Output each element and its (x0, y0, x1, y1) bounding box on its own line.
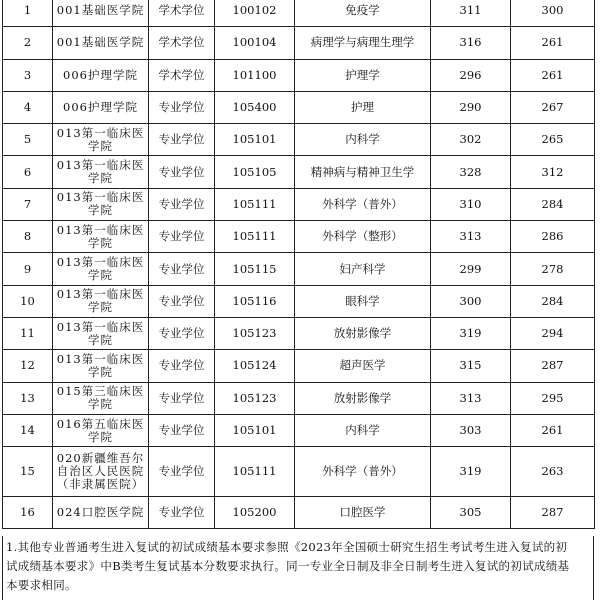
total-score-cell: 313 (431, 221, 511, 253)
table-row (3, 447, 595, 497)
major-code-cell: 105123 (215, 382, 295, 414)
major-name-cell: 病理学与病理生理学 (295, 27, 431, 59)
major-code-cell: 105101 (215, 124, 295, 156)
single-subject-cell: 261 (511, 414, 595, 446)
total-score-cell: 315 (431, 350, 511, 382)
table-row (3, 253, 595, 285)
major-name-cell: 内科学 (295, 124, 431, 156)
total-score-cell: 311 (431, 0, 511, 27)
major-code-cell: 105400 (215, 91, 295, 123)
single-subject-cell: 295 (511, 382, 595, 414)
major-code-cell: 105200 (215, 497, 295, 529)
row-number-cell: 15 (3, 447, 53, 497)
row-number-cell: 10 (3, 285, 53, 317)
school-cell: 013第一临床医学院 (53, 188, 149, 220)
single-subject-cell: 286 (511, 221, 595, 253)
school-cell: 013第一临床医学院 (53, 124, 149, 156)
degree-type-cell: 专业学位 (149, 497, 215, 529)
total-score-cell: 296 (431, 59, 511, 91)
row-number-cell: 12 (3, 350, 53, 382)
school-cell: 001基础医学院 (53, 27, 149, 59)
degree-type-cell: 专业学位 (149, 447, 215, 497)
single-subject-cell: 267 (511, 91, 595, 123)
row-number-cell: 1 (3, 0, 53, 27)
degree-type-cell: 专业学位 (149, 350, 215, 382)
school-cell: 013第一临床医学院 (53, 221, 149, 253)
score-table (2, 0, 595, 529)
degree-type-cell: 专业学位 (149, 188, 215, 220)
total-score-cell: 319 (431, 447, 511, 497)
row-number-cell: 2 (3, 27, 53, 59)
major-code-cell: 105123 (215, 317, 295, 349)
major-name-cell: 精神病与精神卫生学 (295, 156, 431, 188)
school-cell: 020新疆维吾尔自治区人民医院（非隶属医院） (53, 447, 149, 497)
single-subject-cell: 284 (511, 285, 595, 317)
table-row (3, 27, 595, 59)
major-code-cell: 105116 (215, 285, 295, 317)
major-name-cell: 外科学（整形） (295, 221, 431, 253)
single-subject-cell: 287 (511, 497, 595, 529)
total-score-cell: 328 (431, 156, 511, 188)
single-subject-cell: 287 (511, 350, 595, 382)
single-subject-cell: 265 (511, 124, 595, 156)
total-score-cell: 319 (431, 317, 511, 349)
row-number-cell: 13 (3, 382, 53, 414)
total-score-cell: 290 (431, 91, 511, 123)
degree-type-cell: 专业学位 (149, 285, 215, 317)
row-number-cell: 5 (3, 124, 53, 156)
single-subject-cell: 284 (511, 188, 595, 220)
degree-type-cell: 专业学位 (149, 253, 215, 285)
degree-type-cell: 专业学位 (149, 124, 215, 156)
degree-type-cell: 学术学位 (149, 59, 215, 91)
major-code-cell: 105101 (215, 414, 295, 446)
school-cell: 015第三临床医学院 (53, 382, 149, 414)
row-number-cell: 4 (3, 91, 53, 123)
degree-type-cell: 专业学位 (149, 156, 215, 188)
major-name-cell: 眼科学 (295, 285, 431, 317)
table-row (3, 188, 595, 220)
total-score-cell: 300 (431, 285, 511, 317)
major-name-cell: 放射影像学 (295, 382, 431, 414)
school-cell: 013第一临床医学院 (53, 350, 149, 382)
single-subject-cell: 263 (511, 447, 595, 497)
row-number-cell: 7 (3, 188, 53, 220)
table-row (3, 0, 595, 27)
table-row (3, 285, 595, 317)
major-name-cell: 护理 (295, 91, 431, 123)
major-code-cell: 100102 (215, 0, 295, 27)
row-number-cell: 16 (3, 497, 53, 529)
table-row (3, 59, 595, 91)
major-code-cell: 105111 (215, 221, 295, 253)
total-score-cell: 302 (431, 124, 511, 156)
major-name-cell: 护理学 (295, 59, 431, 91)
single-subject-cell: 300 (511, 0, 595, 27)
degree-type-cell: 专业学位 (149, 414, 215, 446)
degree-type-cell: 专业学位 (149, 221, 215, 253)
table-row (3, 91, 595, 123)
school-cell: 013第一临床医学院 (53, 253, 149, 285)
major-code-cell: 101100 (215, 59, 295, 91)
single-subject-cell: 278 (511, 253, 595, 285)
degree-type-cell: 学术学位 (149, 0, 215, 27)
table-row (3, 124, 595, 156)
table-row (3, 221, 595, 253)
degree-type-cell: 专业学位 (149, 91, 215, 123)
degree-type-cell: 专业学位 (149, 382, 215, 414)
total-score-cell: 310 (431, 188, 511, 220)
major-code-cell: 105115 (215, 253, 295, 285)
major-name-cell: 外科学（普外） (295, 447, 431, 497)
row-number-cell: 3 (3, 59, 53, 91)
table-row (3, 414, 595, 446)
major-name-cell: 外科学（普外） (295, 188, 431, 220)
total-score-cell: 313 (431, 382, 511, 414)
major-code-cell: 105105 (215, 156, 295, 188)
school-cell: 016第五临床医学院 (53, 414, 149, 446)
table-row (3, 382, 595, 414)
table-row (3, 156, 595, 188)
single-subject-cell: 261 (511, 27, 595, 59)
row-number-cell: 8 (3, 221, 53, 253)
row-number-cell: 9 (3, 253, 53, 285)
major-code-cell: 105111 (215, 447, 295, 497)
footnote: 1.其他专业普通考生进入复试的初试成绩基本要求参照《2023年全国硕士研究生招生考试考生进入复试的初试成绩基本要求》中B类考生复试基本分数要求执行。同一专业全日制及非全日制考生进入复试的初试成绩基本要求相同。 (6, 540, 570, 592)
school-cell: 001基础医学院 (53, 0, 149, 27)
total-score-cell: 305 (431, 497, 511, 529)
degree-type-cell: 专业学位 (149, 317, 215, 349)
total-score-cell: 299 (431, 253, 511, 285)
table-body (3, 0, 595, 529)
total-score-cell: 316 (431, 27, 511, 59)
major-name-cell: 超声医学 (295, 350, 431, 382)
school-cell: 024口腔医学院 (53, 497, 149, 529)
single-subject-cell: 312 (511, 156, 595, 188)
school-cell: 013第一临床医学院 (53, 156, 149, 188)
major-name-cell: 免疫学 (295, 0, 431, 27)
major-name-cell: 放射影像学 (295, 317, 431, 349)
school-cell: 006护理学院 (53, 91, 149, 123)
table-row (3, 350, 595, 382)
row-number-cell: 14 (3, 414, 53, 446)
major-name-cell: 口腔医学 (295, 497, 431, 529)
table-row (3, 317, 595, 349)
row-number-cell: 6 (3, 156, 53, 188)
school-cell: 006护理学院 (53, 59, 149, 91)
table-row (3, 497, 595, 529)
major-name-cell: 妇产科学 (295, 253, 431, 285)
single-subject-cell: 294 (511, 317, 595, 349)
major-name-cell: 内科学 (295, 414, 431, 446)
major-code-cell: 100104 (215, 27, 295, 59)
school-cell: 013第一临床医学院 (53, 317, 149, 349)
major-code-cell: 105111 (215, 188, 295, 220)
single-subject-cell: 261 (511, 59, 595, 91)
row-number-cell: 11 (3, 317, 53, 349)
major-code-cell: 105124 (215, 350, 295, 382)
degree-type-cell: 学术学位 (149, 27, 215, 59)
total-score-cell: 303 (431, 414, 511, 446)
school-cell: 013第一临床医学院 (53, 285, 149, 317)
